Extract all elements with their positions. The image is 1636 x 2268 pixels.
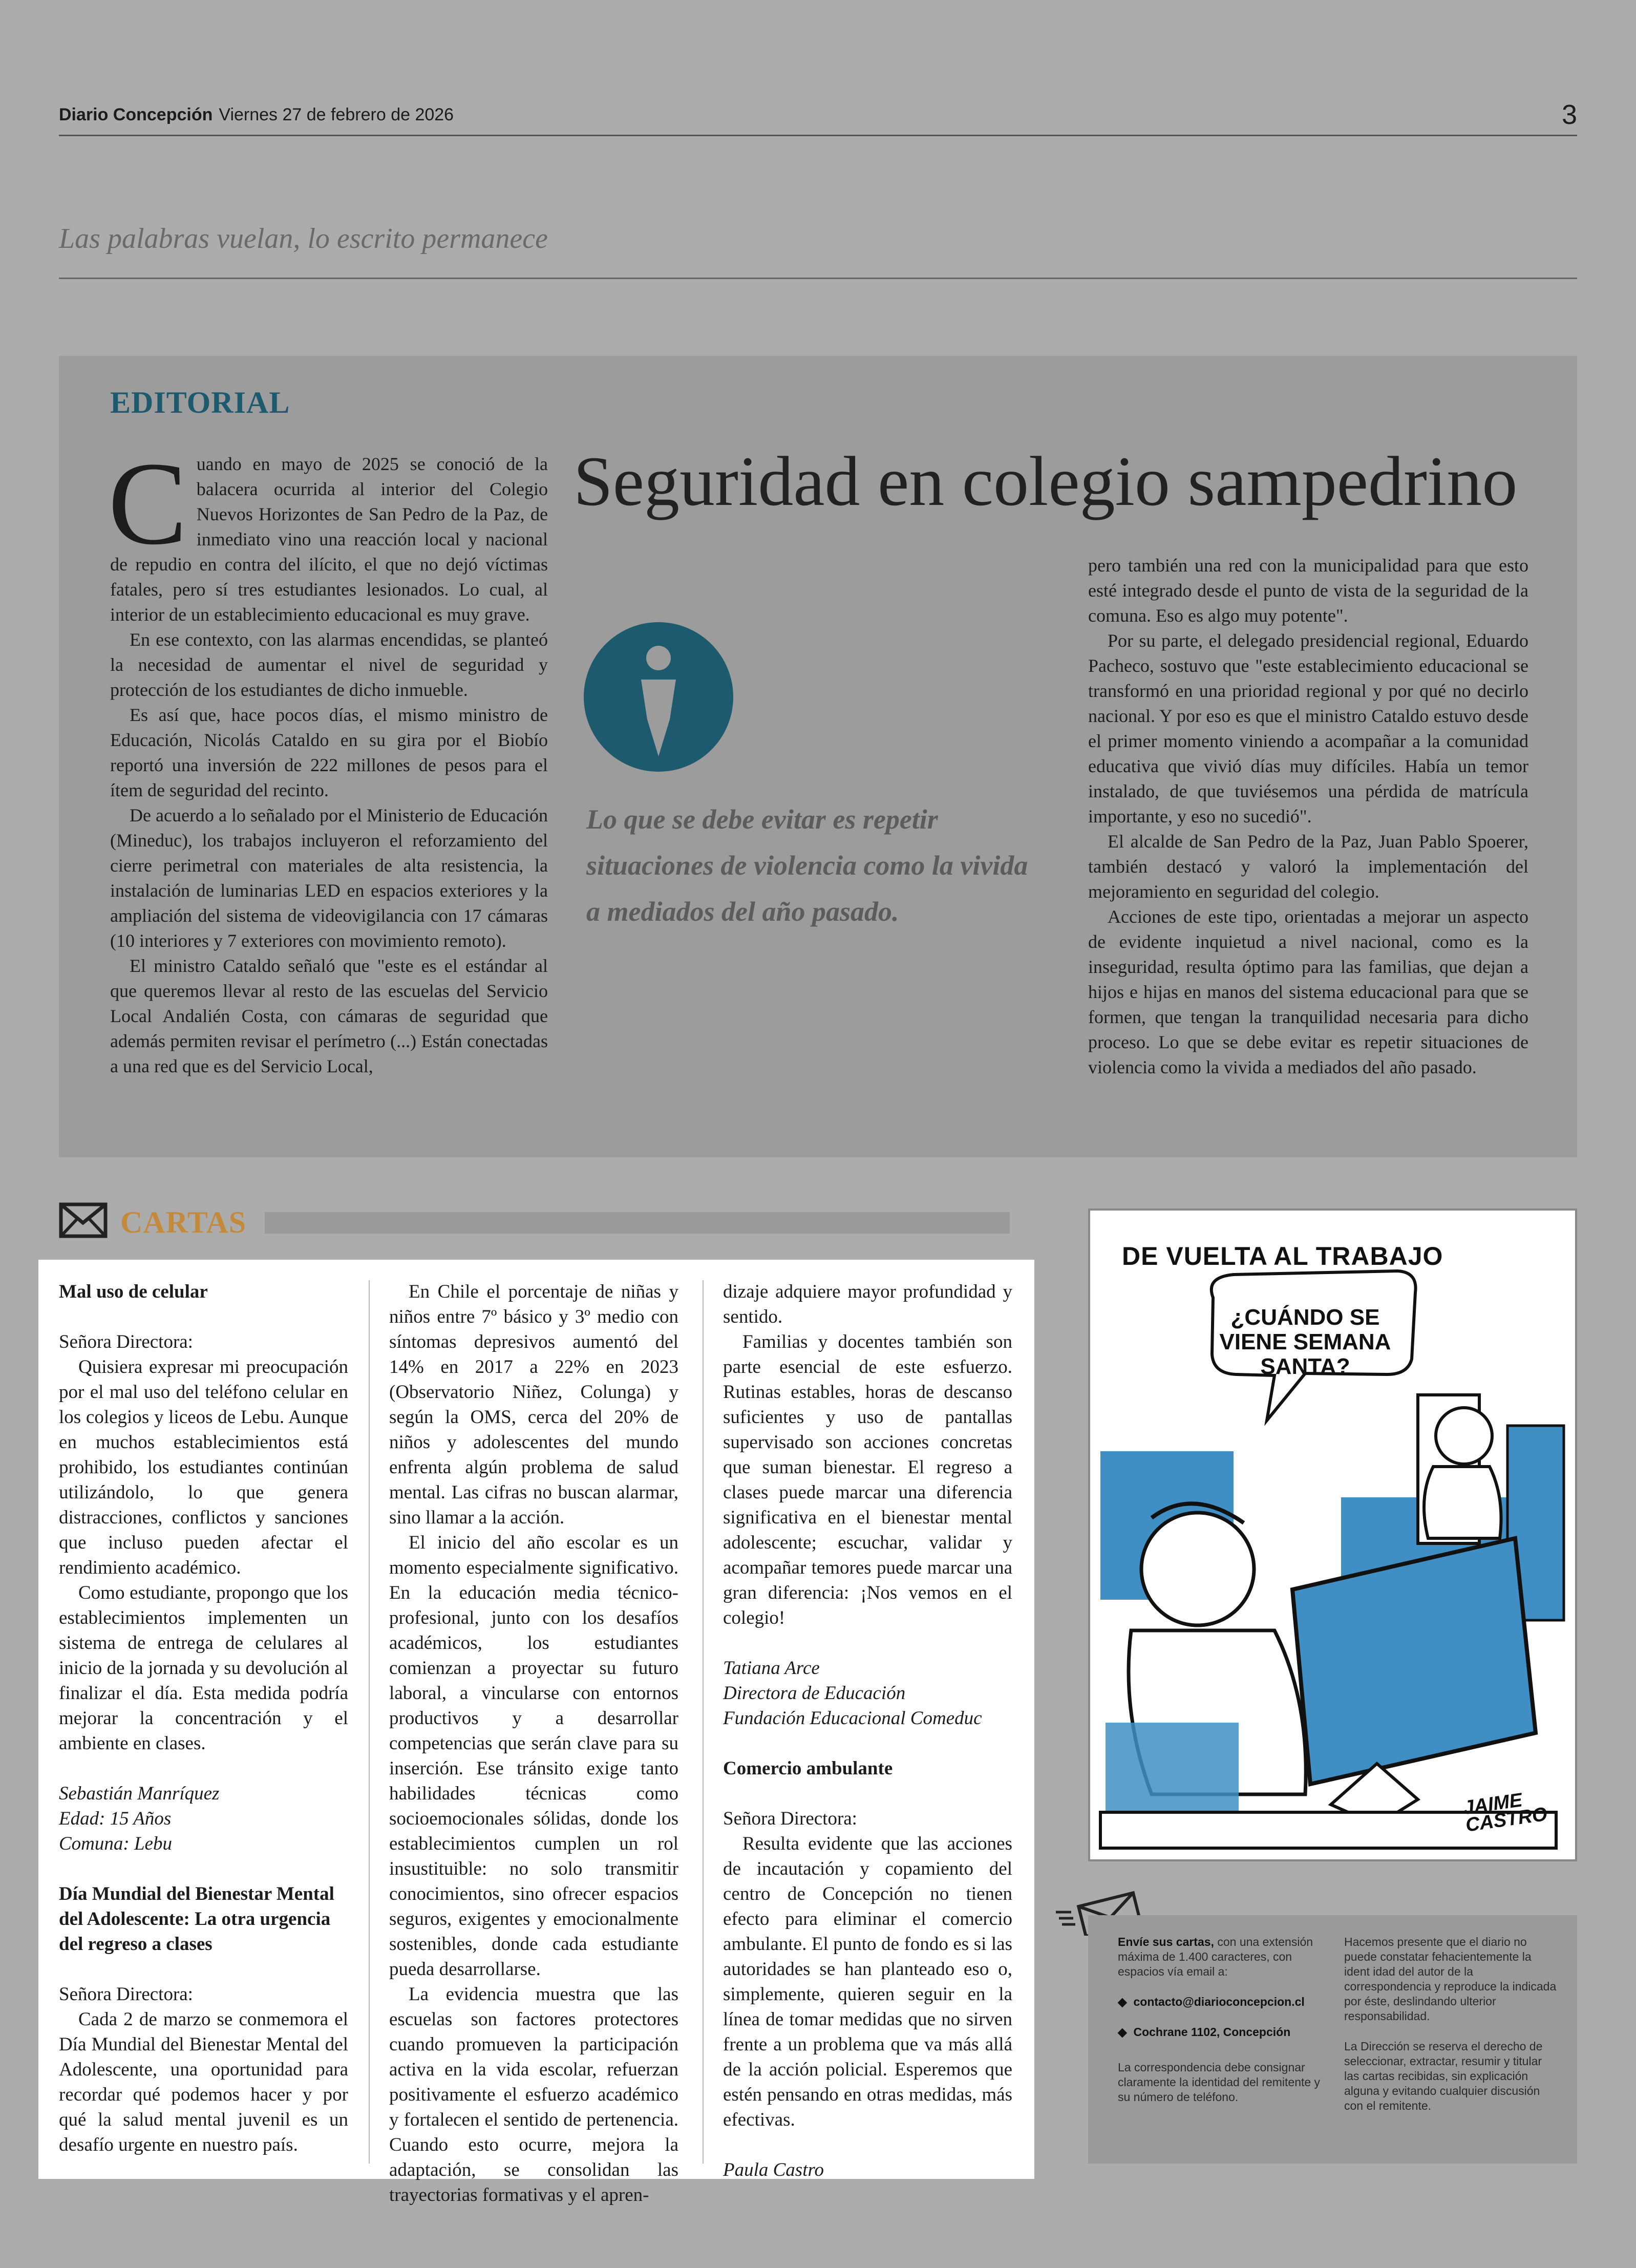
letter-paragraph: Quisiera expresar mi preocupación por el mal uso del teléfono celular en los colegios y liceos de Lebu. Aunque en muchos establecimientos está prohibido, los estudiantes continúan utilizándolo, lo que genera distracciones, conflictos y sanciones que incluso pueden afectar el rendimiento académico.	[59, 1356, 348, 1578]
contact-address: ◆ Cochrane 1102, Concepción	[1118, 2025, 1291, 2039]
letter-title: Comercio ambulante	[723, 1758, 893, 1779]
editorial-column-1	[108, 438, 548, 1079]
letter-signature: Tatiana Arce	[723, 1658, 820, 1679]
editorial-paragraph: El alcalde de San Pedro de la Paz, Juan Pablo Spoerer, también destacó y valoró la implementación del mejoramiento en seguridad del colegio.	[1088, 831, 1528, 902]
letter-title: Día Mundial del Bienestar Mental del Adolescente: La otra urgencia del regreso a clases	[59, 1883, 334, 1955]
contact-info-right	[1344, 1935, 1559, 2113]
cartas-label: CARTAS	[120, 1205, 247, 1239]
letter-salutation: Señora Directora:	[59, 1331, 193, 1352]
editorial-paragraph: Acciones de este tipo, orientadas a mejorar un aspecto de evidente inquietud a nivel nacional, como es la inseguridad, resulta óptimo para las familias, que dejan a hijos e hijas en manos del sistema educacional para que se formen, que tengan la tranquilidad necesaria para dicho proceso. Lo que se debe evitar es repetir situaciones de violencia como la vivida a mediados del año pasado.	[1088, 906, 1528, 1077]
cartas-rule	[265, 1212, 1010, 1234]
letter-signature: Sebastián Manríquez	[59, 1783, 220, 1804]
letter-signature: Comuna: Lebu	[59, 1833, 172, 1854]
letter-signature: Directora de Educación	[723, 1683, 906, 1704]
editorial-label: EDITORIAL	[110, 386, 290, 419]
pull-quote: Lo que se debe evitar es repetir situaciones de violencia como la vivida a mediados del año pasado.	[586, 804, 1028, 927]
letters-column-3	[723, 1279, 1012, 2182]
letter-paragraph: La evidencia muestra que las escuelas son factores protectores cuando promueven la participación activa en la vida escolar, refuerzan positivamente el esfuerzo académico y fortalecen el sentido de pertenencia. Cuando esto ocurre, mejora la adaptación, se consolidan las trayectorias formativas y el apren-	[389, 1984, 678, 2206]
envelope-icon	[59, 1202, 108, 1238]
letter-salutation: Señora Directora:	[59, 1984, 193, 2005]
letter-signature: Paula Castro	[723, 2159, 824, 2180]
editorial-title: Seguridad en colegio sampedrino	[573, 442, 1518, 520]
letter-paragraph: Como estudiante, propongo que los establecimientos implementen un sistema de entrega de celulares al inicio de la jornada y su devolución al finalizar el día. Esta medida podría mejorar la concentración y el ambiente en clases.	[59, 1582, 348, 1754]
editorial-paragraph: Cuando en mayo de 2025 se conoció de la balacera ocurrida al interior del Colegio Nuevos Horizontes de San Pedro de la Paz, de inmediato vino una reacción local y nacional de repudio en contra del ilícito, el que no dejó víctimas fatales, pero sí tres estudiantes lesionados. Lo cual, al interior de un establecimiento educacional es muy grave.	[108, 438, 548, 625]
editorial-paragraph: El ministro Cataldo señaló que "este es el estándar al que queremos llevar al resto de las escuelas del Servicio Local Andalién Costa, con cámaras de seguridad que además permiten revisar el perímetro (...) Están conectadas a una red que es del Servicio Local,	[110, 956, 548, 1076]
letter-paragraph: Resulta evidente que las acciones de incautación y copamiento del centro de Concepción no tienen efecto para eliminar el comercio ambulante. El punto de fondo es si las autoridades se han planteado eso o, simplemente, quieren seguir en la línea de tomar medidas que no sirven frente a un problema que va más allá de la acción policial. Esperemos que estén pensando en otras medidas, más efectivas.	[723, 1833, 1012, 2130]
editorial-paragraph: Es así que, hace pocos días, el mismo ministro de Educación, Nicolás Cataldo en su gira por el Biobío reportó una inversión de 222 millones de pesos para el ítem de seguridad del recinto.	[110, 705, 548, 800]
cartoon-signature: JAIME CASTRO	[1461, 1789, 1549, 1836]
letter-title: Mal uso de celular	[59, 1281, 208, 1302]
letter-signature: Fundación Educacional Comeduc	[723, 1708, 982, 1729]
editorial-paragraph: pero también una red con la municipalidad para que esto esté integrado desde el punto de vista de la seguridad de la comuna. Eso es algo muy potente".	[1088, 555, 1528, 626]
editorial-paragraph: En ese contexto, con las alarmas encendidas, se planteó la necesidad de aumentar el nivel de seguridad y protección de los estudiantes de dicho inmueble.	[110, 629, 548, 700]
info-icon	[584, 622, 733, 772]
paper-name: Diario Concepción	[59, 105, 213, 124]
contact-email[interactable]: ◆ contacto@diarioconcepcion.cl	[1118, 1995, 1305, 2008]
section-motto: Las palabras vuelan, lo escrito permanece	[59, 220, 1577, 279]
disclaimer-text: Hacemos presente que el diario no puede constatar fehacientemente la ident idad del autor de la correspondencia y reproduce la indicada por éste, deslindando ulterior responsabilidad.	[1344, 1935, 1557, 2023]
cartoon-title: DE VUELTA AL TRABAJO	[1122, 1242, 1443, 1270]
drop-cap: C	[108, 438, 187, 569]
contact-note: La correspondencia debe consignar claramente la identidad del remitente y su número de teléfono.	[1118, 2061, 1321, 2104]
letters-column-2	[389, 1279, 678, 2208]
editorial-column-2	[1088, 553, 1528, 1080]
letter-paragraph: dizaje adquiere mayor profundidad y sentido.	[723, 1281, 1012, 1327]
editorial-paragraph: Por su parte, el delegado presidencial regional, Eduardo Pacheco, sostuvo que "este establecimiento educacional se transformó en una prioridad regional y por qué no decirlo nacional. Y por eso es que el ministro Cataldo estuvo desde el primer momento viniendo a acompañar a la comunidad educativa que vivió días muy difíciles. Había un temor instalado, de que tuviésemos una pérdida de matrícula importante, y eso no sucedió".	[1088, 630, 1528, 826]
cartoon	[1088, 1209, 1577, 1861]
letter-paragraph: El inicio del año escolar es un momento especialmente significativo. En la educación media técnico-profesional, junto con los desafíos académicos, los estudiantes comienzan a proyectar su futuro laboral, a vincularse con entornos productivos y a desarrollar competencias que serán clave para su inserción. Ese tránsito exige tanto habilidades técnicas como socioemocionales sólidas, donde los establecimientos cumplen un rol insustituible: no solo transmitir conocimientos, sino ofrecer espacios seguros, exigentes y emocionalmente sostenibles, donde cada estudiante pueda desarrollarse.	[389, 1532, 678, 1980]
cartas-header	[59, 1201, 1011, 1242]
letters-column-1	[59, 1279, 348, 2157]
editorial-paragraph: De acuerdo a lo señalado por el Ministerio de Educación (Mineduc), los trabajos incluyeron el reforzamiento del cierre perimetral con materiales de alta resistencia, la instalación de luminarias LED en espacios exteriores y la ampliación del sistema de videovigilancia con 17 cámaras (10 interiores y 7 exteriores con movimiento remoto).	[110, 805, 548, 951]
letter-paragraph: Familias y docentes también son parte esencial de este esfuerzo. Rutinas estables, horas de descanso suficientes y uso de pantallas supervisado son acciones concretas que suman bienestar. El regreso a clases puede marcar una diferencia significativa en el bienestar mental adolescente; escuchar, validar y acompañar temores puede marcar una gran diferencia: ¡Nos vemos en el colegio!	[723, 1331, 1012, 1628]
contact-info-left	[1118, 1935, 1333, 2105]
masthead	[59, 99, 1577, 136]
issue-date: Viernes 27 de febrero de 2026	[219, 105, 454, 124]
letter-paragraph: Cada 2 de marzo se conmemora el Día Mundial del Bienestar Mental del Adolescente, una oportunidad para recordar qué podemos hacer y por qué la salud mental juvenil es un desafío urgente en nuestro país.	[59, 2009, 348, 2155]
column-divider	[369, 1280, 370, 2164]
contact-lead: Envíe sus cartas, con una extensión máxima de 1.400 caracteres, con espacios vía email a:	[1118, 1935, 1313, 1978]
letter-signature: Edad: 15 Años	[59, 1808, 172, 1829]
letter-salutation: Señora Directora:	[723, 1808, 857, 1829]
letter-paragraph: En Chile el porcentaje de niñas y niños entre 7º básico y 3º medio con síntomas depresivos aumentó del 14% en 2017 a 22% en 2023 (Observatorio Niñez, Colunga) y según la OMS, cerca del 20% de niños y adolescentes del mundo enfrenta algún problema de salud mental. Las cifras no buscan alarmar, sino llamar a la acción.	[389, 1281, 678, 1528]
column-divider	[703, 1280, 704, 2164]
cartoon-speech-bubble: ¿CUÁNDO SE VIENE SEMANA SANTA?	[1219, 1305, 1391, 1379]
page-number: 3	[1561, 99, 1577, 130]
editorial-rights-text: La Dirección se reserva el derecho de seleccionar, extractar, resumir y titular las cartas recibidas, sin explicación alguna y evitando cualquier discusión con el remitente.	[1344, 2040, 1543, 2112]
